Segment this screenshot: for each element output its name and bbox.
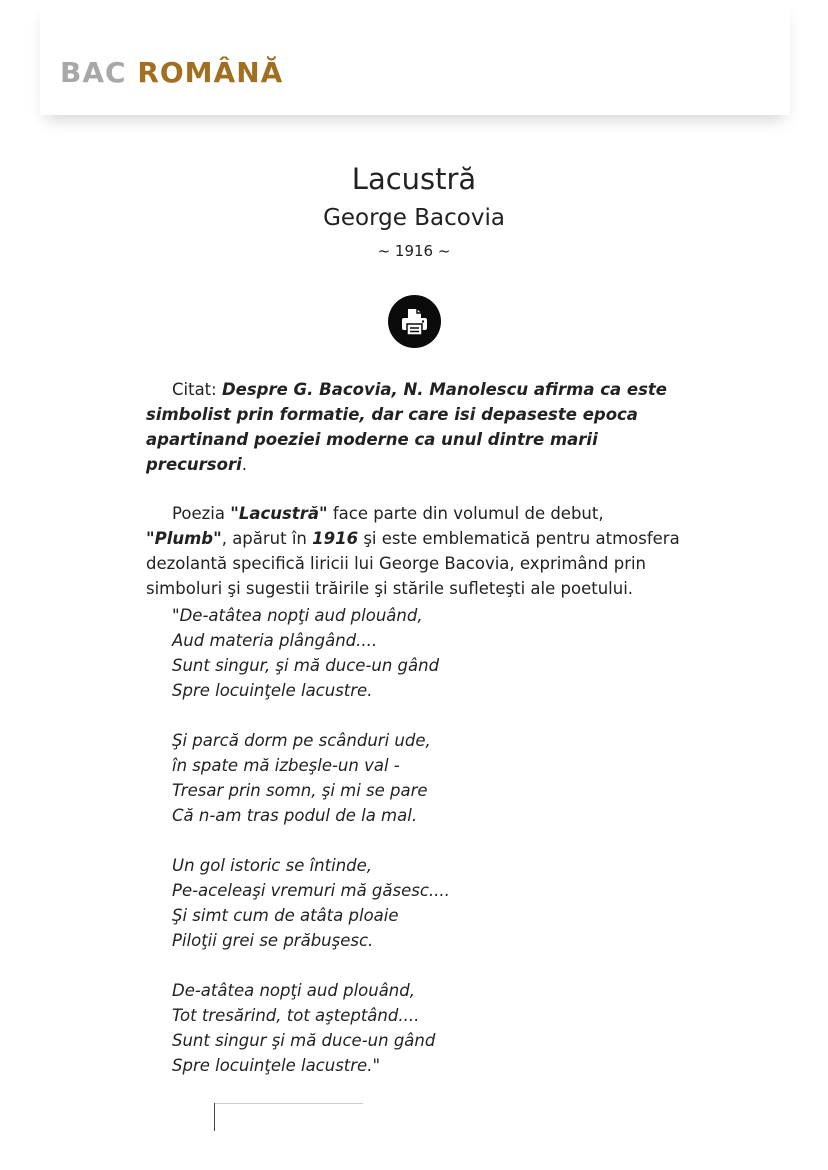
quote-paragraph bbox=[146, 377, 686, 477]
cropped-element-edge bbox=[215, 1103, 363, 1104]
site-logo[interactable] bbox=[60, 56, 283, 89]
description-text: Poezia bbox=[172, 504, 231, 523]
volume-name: "Plumb" bbox=[146, 529, 222, 548]
poem-line: Tresar prin somn, şi mi se pare bbox=[172, 781, 428, 800]
poem-line: Că n-am tras podul de la mal. bbox=[172, 806, 418, 825]
quote-text: Despre G. Bacovia, N. Manolescu afirma ca este simbolist prin formatie, dar care isi depaseste epoca apartinand poeziei moderne ca unul dintre marii precursori bbox=[146, 380, 667, 474]
poem-author: George Bacovia bbox=[323, 205, 505, 231]
poem-title: Lacustră bbox=[351, 162, 477, 196]
poem-text bbox=[172, 603, 592, 1103]
print-icon bbox=[399, 306, 430, 337]
poem-line: în spate mă izbeşle-un val - bbox=[172, 756, 400, 775]
quote-end: . bbox=[241, 455, 248, 474]
poem-name: "Lacustră" bbox=[230, 504, 328, 523]
stanza bbox=[172, 728, 592, 828]
poem-line: Sunt singur şi mă duce-un gând bbox=[172, 1031, 436, 1050]
poem-line: Un gol istoric se întinde, bbox=[172, 856, 373, 875]
logo-part-bac: BAC bbox=[60, 56, 127, 89]
poem-line: Tot tresărind, tot aşteptând.... bbox=[172, 1006, 420, 1025]
stanza bbox=[172, 978, 592, 1078]
poem-line: Piloţii grei se prăbuşesc. bbox=[172, 931, 374, 950]
site-header bbox=[40, 0, 790, 115]
cropped-element-edge bbox=[214, 1103, 215, 1131]
poem-line: Spre locuinţele lacustre. bbox=[172, 681, 373, 700]
poem-line: De-atâtea nopţi aud plouând, bbox=[172, 981, 415, 1000]
poem-line: Şi parcă dorm pe scânduri ude, bbox=[172, 731, 431, 750]
poem-line: "De-atâtea nopţi aud plouând, bbox=[172, 606, 423, 625]
description-paragraph bbox=[146, 501, 686, 601]
poem-year: ~ 1916 ~ bbox=[377, 242, 451, 260]
article-content bbox=[146, 377, 686, 625]
poem-line: Aud materia plângând.... bbox=[172, 631, 378, 650]
print-button[interactable] bbox=[388, 295, 441, 348]
description-text: face parte din volumul de debut, bbox=[327, 504, 604, 523]
description-text: şi este emblematică pentru atmosfera dezolantă specifică liricii lui George Bacovia, exprimând prin simboluri şi sugestii trăirile şi stările sufleteşti ale poetului. bbox=[146, 529, 680, 598]
publication-year: 1916 bbox=[312, 529, 359, 548]
quote-label: Citat: bbox=[172, 380, 222, 399]
poem-line: Pe-aceleaşi vremuri mă găsesc.... bbox=[172, 881, 450, 900]
stanza bbox=[172, 603, 592, 703]
poem-line: Spre locuinţele lacustre." bbox=[172, 1056, 381, 1075]
stanza bbox=[172, 853, 592, 953]
poem-line: Şi simt cum de atâta ploaie bbox=[172, 906, 399, 925]
logo-part-romana: ROMÂNĂ bbox=[137, 56, 284, 89]
description-text: , apărut în bbox=[221, 529, 313, 548]
poem-line: Sunt singur, şi mă duce-un gând bbox=[172, 656, 440, 675]
